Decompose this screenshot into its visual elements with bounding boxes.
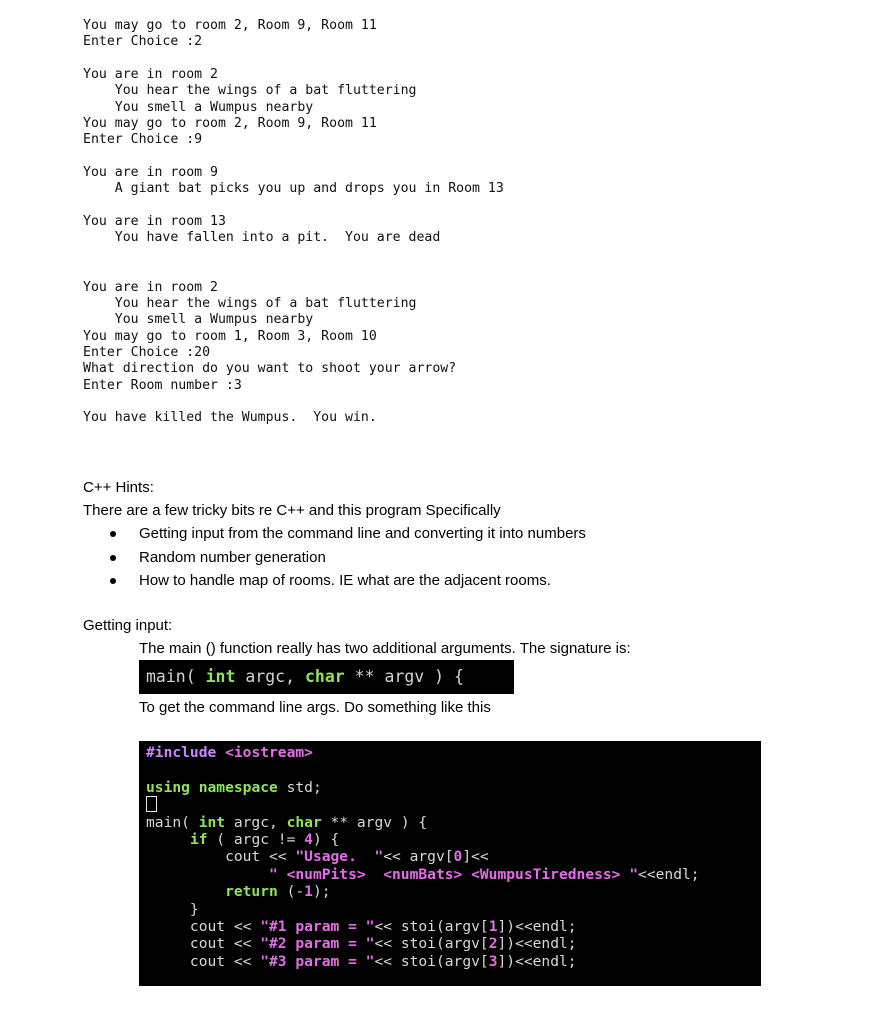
terminal-line: Enter Choice :2 [83,34,203,50]
code-token [146,883,225,900]
terminal-line: You have killed the Wumpus. You win. [83,410,377,426]
text-cursor-icon [146,796,157,812]
terminal-line: You may go to room 1, Room 3, Room 10 [83,328,377,344]
code-line [146,761,700,778]
args-text: To get the command line args. Do something like this [139,699,491,716]
code-token: argc, [235,667,305,686]
list-item-text: Random number generation [139,548,326,566]
code-keyword: int [205,667,236,686]
code-token: ** argv ) { [344,667,464,686]
code-keyword: namespace [198,778,278,796]
code-line [146,814,700,831]
terminal-line [83,149,504,165]
code-token: std; [277,778,322,796]
code-number: 0 [453,848,463,866]
code-keyword: using [146,778,190,796]
code-keyword: int [198,813,226,831]
code-listing [146,744,700,970]
terminal-line [83,51,504,67]
hints-list [110,525,586,596]
terminal-line [83,198,504,214]
code-token: << stoi(argv[ [374,952,489,970]
code-line [146,883,700,900]
code-number: 4 [304,830,313,848]
terminal-line: You may go to room 2, Room 9, Room 11 [83,18,377,33]
code-token: (- [277,883,305,901]
hints-title: C++ Hints: [83,479,154,496]
code-line [146,953,700,970]
terminal-line: Enter Room number :3 [83,377,242,393]
list-item [110,549,586,573]
code-token: argc, [225,813,287,831]
terminal-line: You hear the wings of a bat fluttering [83,295,417,311]
code-line [146,918,700,935]
code-token: main( [146,667,206,686]
terminal-line: You are in room 9 [83,165,218,181]
code-token: ( argc != [207,830,305,848]
code-keyword: char [286,813,322,831]
terminal-line: You are in room 2 [83,67,218,83]
terminal-line: You may go to room 2, Room 9, Room 11 [83,116,377,132]
signature-code-block [139,660,514,694]
code-line [146,831,700,848]
code-keyword: char [304,667,345,686]
code-token: cout << [146,917,261,935]
code-number: 2 [488,935,498,953]
code-line [146,935,700,952]
code-string: "#2 param = " [260,935,375,953]
code-token: ) { [312,830,340,848]
terminal-line [83,394,504,410]
terminal-line: You are in room 2 [83,279,218,295]
list-item [110,525,586,549]
code-line [146,796,700,813]
code-token: ** argv ) { [321,813,428,831]
code-string: "#3 param = " [260,952,375,970]
code-line [146,744,700,761]
terminal-line: You hear the wings of a bat fluttering [83,83,417,99]
code-keyword: return [225,883,278,901]
code-line [146,667,464,686]
code-preprocessor: #include [146,744,217,761]
getting-input-heading: Getting input: [83,617,173,634]
code-token: << stoi(argv[ [374,917,489,935]
bullet-icon [110,531,116,537]
main-signature-text: The main () function really has two additional arguments. The signature is: [139,640,631,657]
code-token: << stoi(argv[ [374,935,489,953]
code-token [146,866,269,883]
code-number: 3 [488,952,498,970]
code-string: "Usage. " [295,848,384,866]
code-token: ); [312,883,331,901]
bullet-icon [110,578,116,584]
terminal-line: Enter Choice :9 [83,132,203,148]
terminal-line: What direction do you want to shoot your arrow? [83,361,457,377]
code-header: <iostream> [216,744,313,761]
terminal-line [83,263,504,279]
code-token: <<endl; [638,865,700,883]
list-item [110,572,586,596]
code-token: ]<< [462,848,489,866]
code-token: cout << [146,935,261,953]
code-token: main( [146,813,199,831]
code-token: cout << [146,952,261,970]
code-token: cout << [146,848,296,866]
terminal-line: You are in room 13 [83,214,226,230]
code-token [146,831,190,848]
hints-intro: There are a few tricky bits re C++ and this program Specifically [83,502,501,519]
terminal-line: You smell a Wumpus nearby [83,99,314,115]
code-string: " <numPits> <numBats> <WumpusTiredness> " [269,865,639,883]
list-item-text: How to handle map of rooms. IE what are the adjacent rooms. [139,572,551,589]
bullet-icon [110,555,116,561]
code-number: 1 [488,917,498,935]
terminal-line: Enter Choice :20 [83,344,211,360]
code-line: } [146,900,199,918]
example-code-block [139,741,761,986]
code-token: << argv[ [383,848,454,866]
code-line [146,848,700,865]
code-token: ])<<endl; [497,917,577,935]
terminal-line: You smell a Wumpus nearby [83,312,314,328]
code-token: ])<<endl; [497,935,577,953]
terminal-line: A giant bat picks you up and drops you in Room 13 [83,181,504,197]
code-line [146,779,700,796]
code-string: "#1 param = " [260,917,375,935]
terminal-line [83,247,504,263]
terminal-output [83,18,504,427]
list-item-text: Getting input from the command line and converting it into numbers [139,525,586,542]
terminal-line: You have fallen into a pit. You are dead [83,230,441,246]
code-token: ])<<endl; [497,952,577,970]
code-line [146,866,700,883]
code-number: 1 [304,883,313,901]
code-keyword: if [189,830,208,848]
